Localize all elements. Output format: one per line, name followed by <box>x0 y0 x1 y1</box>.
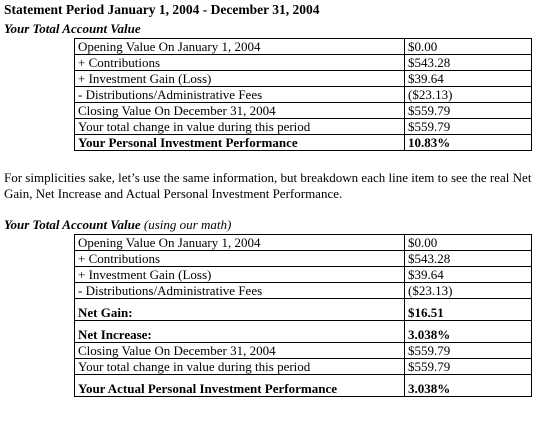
row-label: Closing Value On December 31, 2004 <box>75 103 405 119</box>
row-value: $543.28 <box>405 55 532 71</box>
our-math-suffix: (using our math) <box>140 217 232 232</box>
row-label: Net Gain: <box>75 299 405 321</box>
table-row <box>75 283 532 299</box>
account-value-our-math-table <box>74 234 532 397</box>
row-value: $39.64 <box>405 267 532 283</box>
row-value: $39.64 <box>405 71 532 87</box>
table-row <box>75 39 532 55</box>
row-value: $559.79 <box>405 359 532 375</box>
account-value-our-math-heading <box>4 217 231 232</box>
row-label: Your Personal Investment Performance <box>75 135 405 151</box>
table-row <box>75 235 532 251</box>
row-value: 10.83% <box>405 135 532 151</box>
table-row <box>75 103 532 119</box>
account-value-heading <box>4 21 141 36</box>
row-label: Your total change in value during this period <box>75 119 405 135</box>
row-label: Opening Value On January 1, 2004 <box>75 39 405 55</box>
table-row <box>75 71 532 87</box>
row-label: - Distributions/Administrative Fees <box>75 87 405 103</box>
statement-period-title: Statement Period January 1, 2004 - December 31, 2004 <box>4 2 320 17</box>
row-label: Net Increase: <box>75 321 405 343</box>
row-value: $559.79 <box>405 343 532 359</box>
table-row <box>75 267 532 283</box>
row-value: $0.00 <box>405 39 532 55</box>
row-value: $543.28 <box>405 251 532 267</box>
row-label: + Contributions <box>75 55 405 71</box>
table-row <box>75 55 532 71</box>
account-value-our-math-heading-text: Your Total Account Value <box>4 217 141 232</box>
table-row <box>75 359 532 375</box>
row-value: $16.51 <box>405 299 532 321</box>
table-row <box>75 87 532 103</box>
row-label: Closing Value On December 31, 2004 <box>75 343 405 359</box>
row-value: $0.00 <box>405 235 532 251</box>
account-value-heading-text: Your Total Account Value <box>4 21 141 36</box>
row-label: Your Actual Personal Investment Performance <box>75 375 405 397</box>
row-value: ($23.13) <box>405 283 532 299</box>
table-row <box>75 343 532 359</box>
table-row <box>75 251 532 267</box>
account-value-table <box>74 38 532 151</box>
table-row <box>75 135 532 151</box>
row-label: - Distributions/Administrative Fees <box>75 283 405 299</box>
row-value: $559.79 <box>405 119 532 135</box>
row-label: + Contributions <box>75 251 405 267</box>
table-row <box>75 321 532 343</box>
explanation-paragraph: For simplicities sake, let’s use the same information, but breakdown each line item to see the real Net Gain, Net Increase and Actual Personal Investment Performance. <box>4 170 532 201</box>
table-row <box>75 375 532 397</box>
row-value: 3.038% <box>405 321 532 343</box>
row-label: Your total change in value during this period <box>75 359 405 375</box>
row-value: ($23.13) <box>405 87 532 103</box>
row-value: $559.79 <box>405 103 532 119</box>
row-label: + Investment Gain (Loss) <box>75 267 405 283</box>
row-label: + Investment Gain (Loss) <box>75 71 405 87</box>
row-value: 3.038% <box>405 375 532 397</box>
table-row <box>75 299 532 321</box>
table-row <box>75 119 532 135</box>
row-label: Opening Value On January 1, 2004 <box>75 235 405 251</box>
